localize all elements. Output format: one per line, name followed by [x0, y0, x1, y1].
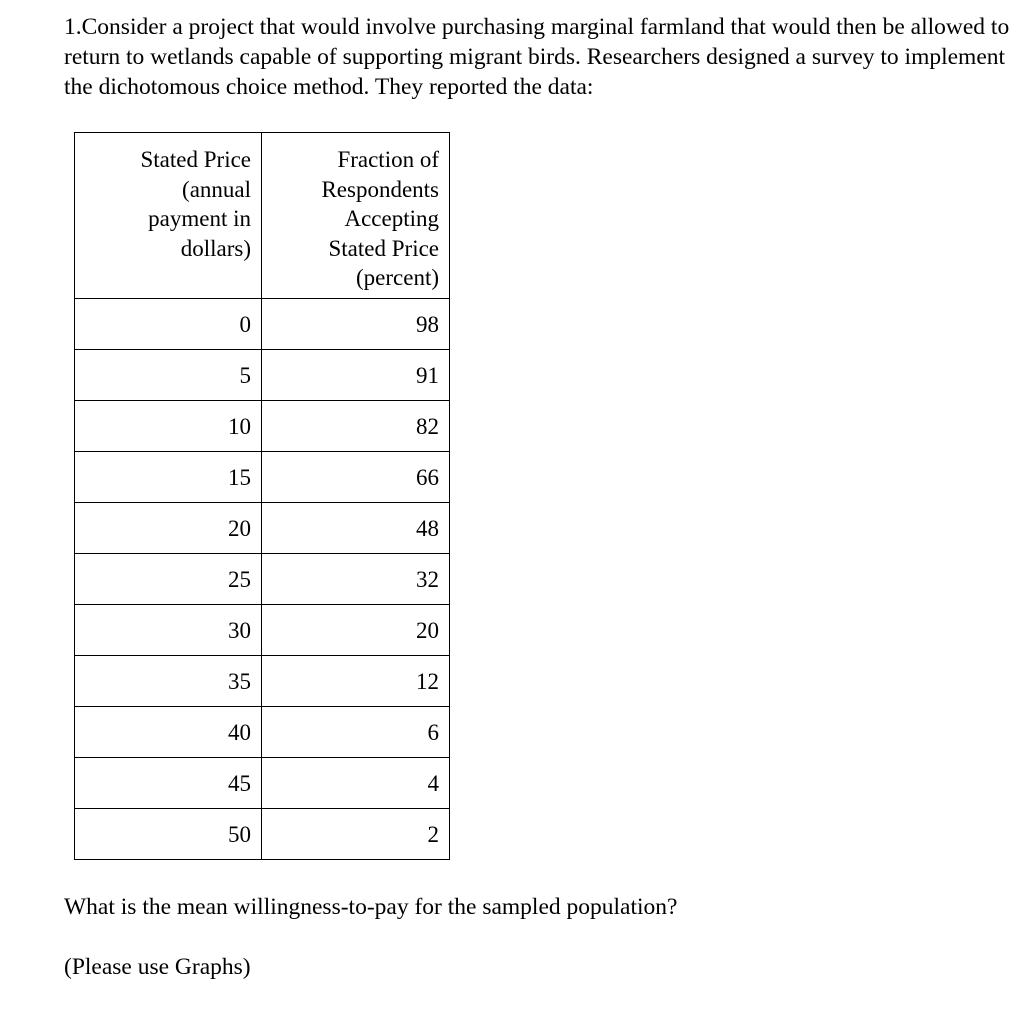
- table-row: [75, 605, 450, 656]
- table-row: [75, 503, 450, 554]
- table-row: [75, 401, 450, 452]
- price-cell: 30: [75, 605, 262, 656]
- table-header-row: [75, 133, 450, 299]
- survey-data-table: [74, 132, 450, 860]
- table-row: [75, 809, 450, 860]
- fraction-cell: 91: [262, 350, 450, 401]
- header-price-line: dollars): [180, 235, 251, 261]
- price-cell: 35: [75, 656, 262, 707]
- fraction-cell: 98: [262, 299, 450, 350]
- header-price-line: (annual: [182, 176, 251, 202]
- problem-statement: 1.Consider a project that would involve purchasing marginal farmland that would then be allowed to return to wetlands capable of supporting migrant birds. Researchers designed a survey to implement the dichotomous choice method. They reported the data:: [64, 14, 1010, 100]
- header-frac-line: Respondents: [321, 176, 439, 202]
- price-cell: 10: [75, 401, 262, 452]
- price-cell: 50: [75, 809, 262, 860]
- header-frac-line: Fraction of: [337, 147, 439, 172]
- fraction-cell: 12: [262, 656, 450, 707]
- question-text: What is the mean willingness-to-pay for the sampled population?: [64, 894, 678, 920]
- price-cell: 45: [75, 758, 262, 809]
- table-row: [75, 554, 450, 605]
- header-fraction-accepting: [262, 133, 450, 299]
- price-cell: 40: [75, 707, 262, 758]
- table-row: [75, 350, 450, 401]
- header-frac-line: Accepting: [344, 206, 439, 231]
- table-row: [75, 707, 450, 758]
- fraction-cell: 66: [262, 452, 450, 503]
- price-cell: 0: [75, 299, 262, 350]
- price-cell: 5: [75, 350, 262, 401]
- header-price-line: Stated Price: [140, 147, 251, 172]
- header-stated-price: [75, 133, 262, 299]
- table-row: [75, 758, 450, 809]
- fraction-cell: 2: [262, 809, 450, 860]
- table-row: [75, 299, 450, 350]
- header-frac-line: Stated Price: [328, 235, 439, 261]
- hint-text: (Please use Graphs): [64, 954, 251, 980]
- fraction-cell: 32: [262, 554, 450, 605]
- price-cell: 20: [75, 503, 262, 554]
- fraction-cell: 48: [262, 503, 450, 554]
- price-cell: 25: [75, 554, 262, 605]
- header-frac-line: (percent): [356, 265, 439, 290]
- header-price-line: payment in: [148, 206, 251, 231]
- fraction-cell: 4: [262, 758, 450, 809]
- table-row: [75, 452, 450, 503]
- price-cell: 15: [75, 452, 262, 503]
- table-row: [75, 656, 450, 707]
- fraction-cell: 82: [262, 401, 450, 452]
- fraction-cell: 6: [262, 707, 450, 758]
- fraction-cell: 20: [262, 605, 450, 656]
